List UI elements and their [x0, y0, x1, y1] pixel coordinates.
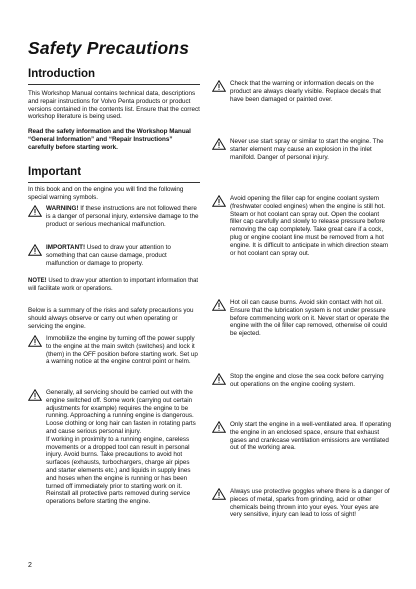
note-label: NOTE!	[28, 278, 47, 284]
warning-triangle-icon	[212, 373, 224, 384]
warning-triangle-icon	[28, 205, 40, 216]
warning-triangle-icon	[212, 195, 224, 206]
precaution-text: Avoid opening the filler cap for engine coolant system (freshwater cooled engines) when the engine is still hot. Steam or hot coolant can spray out. Open the coolant filler cap carefully and slowly to release pressure before removing the cap completely. Take great care if a cock, plug or engine coolant line must be removed from a hot engine. It is difficult to anticipate in which direction steam or hot coolant can spray out.	[230, 195, 389, 257]
risk-summary: Below is a summary of the risks and safety precautions you should always observe or carry out when operating or servicing the engine.	[28, 307, 194, 330]
important-text: Used to draw your attention to something that can cause damage, product malfunction or damage to property.	[46, 244, 171, 267]
note-text: Used to draw your attention to important information that will facilitate work or operations.	[28, 278, 199, 292]
page-number: 2	[28, 562, 32, 569]
note-definition	[28, 278, 200, 294]
warning-triangle-icon	[28, 244, 40, 255]
precaution-text: Never use start spray or similar to start the engine. The starter element may cause an explosion in the inlet manifold. Danger of personal injury.	[230, 138, 384, 161]
important-label: IMPORTANT!	[46, 244, 86, 251]
introduction-rule	[28, 84, 200, 85]
warning-triangle-icon	[212, 421, 224, 432]
precaution-text: Only start the engine in a well-ventilated area. If operating the engine in an enclosed space, ensure that exhaust gases and crankcase ventilation emissions are ventilated out of the working area.	[230, 421, 392, 452]
precaution-text: Hot oil can cause burns. Avoid skin contact with hot oil. Ensure that the lubrication system is not under pressure before commencing work on it. Never start or operate the engine with the oil filler cap removed, otherwise oil could be ejected.	[230, 299, 390, 338]
page-title: Safety Precautions	[28, 38, 190, 58]
warning-triangle-icon	[28, 389, 40, 400]
warning-triangle-icon	[212, 80, 224, 91]
precaution-item	[212, 488, 392, 534]
precaution-item	[212, 373, 392, 401]
precaution-text: Immobilize the engine by turning off the power supply to the engine at the main switch (switches) and lock it (them) in the OFF position before starting work. Set up a warning notice at the engine control point or helm.	[46, 335, 198, 366]
important-definition	[28, 244, 200, 278]
introduction-heading: Introduction	[28, 68, 96, 80]
precaution-item	[212, 195, 392, 285]
introduction-body: This Workshop Manual contains technical data, descriptions and repair instructions for Volvo Penta products or product versions contained in the contents list. Ensure that the correct workshop literature is being used.	[28, 90, 200, 121]
important-body: In this book and on the engine you will find the following special warning symbols.	[28, 186, 184, 201]
warning-definition	[28, 205, 200, 245]
warning-triangle-icon	[212, 299, 224, 310]
precaution-text: Always use protective goggles where there is a danger of pieces of metal, sparks from grinding, acid or other chemicals being thrown into your eyes. Your eyes are very sensitive, injury can lead to loss of sight!	[230, 488, 390, 519]
precaution-item	[212, 138, 392, 180]
precaution-text: Check that the warning or information decals on the product are always clearly visible. Replace decals that have been damaged or painted over.	[230, 80, 381, 103]
precaution-item	[212, 80, 392, 122]
warning-triangle-icon	[212, 488, 224, 499]
warning-triangle-icon	[28, 335, 40, 346]
warning-label: WARNING!	[46, 205, 79, 212]
warning-text: If these instructions are not followed there is a danger of personal injury, extensive damage to the product or serious mechanical malfunction.	[46, 205, 199, 228]
precaution-text: Generally, all servicing should be carried out with the engine switched off. Some work (carrying out certain adjustments for example) requires the engine to be running. Approaching a running engine is dangerous. Loose clothing or long hair can fasten in rotating parts and cause serious personal injury. If working in proximity to a running engine, careless movements or a dropped tool can result in personal injury. Avoid burns. Take precautions to avoid hot surfaces (exhausts, turbochargers, charge air pipes and starter elements etc.) and liquids in supply lines and hoses when the engine is running or has been turned off immediately prior to starting work on it. Reinstall all protective parts removed during service operations before starting the engine.	[46, 389, 196, 506]
precaution-text: Stop the engine and close the sea cock before carrying out operations on the engine cooling system.	[230, 373, 384, 388]
important-heading: Important	[28, 166, 82, 178]
introduction-bold-note: Read the safety information and the Workshop Manual “General Information” and “Repair Instructions” carefully before starting work.	[28, 128, 191, 151]
precaution-item	[28, 389, 200, 569]
warning-triangle-icon	[212, 138, 224, 149]
important-rule	[28, 182, 200, 183]
precaution-item	[28, 335, 200, 385]
precaution-item	[212, 421, 392, 467]
precaution-item	[212, 299, 392, 349]
